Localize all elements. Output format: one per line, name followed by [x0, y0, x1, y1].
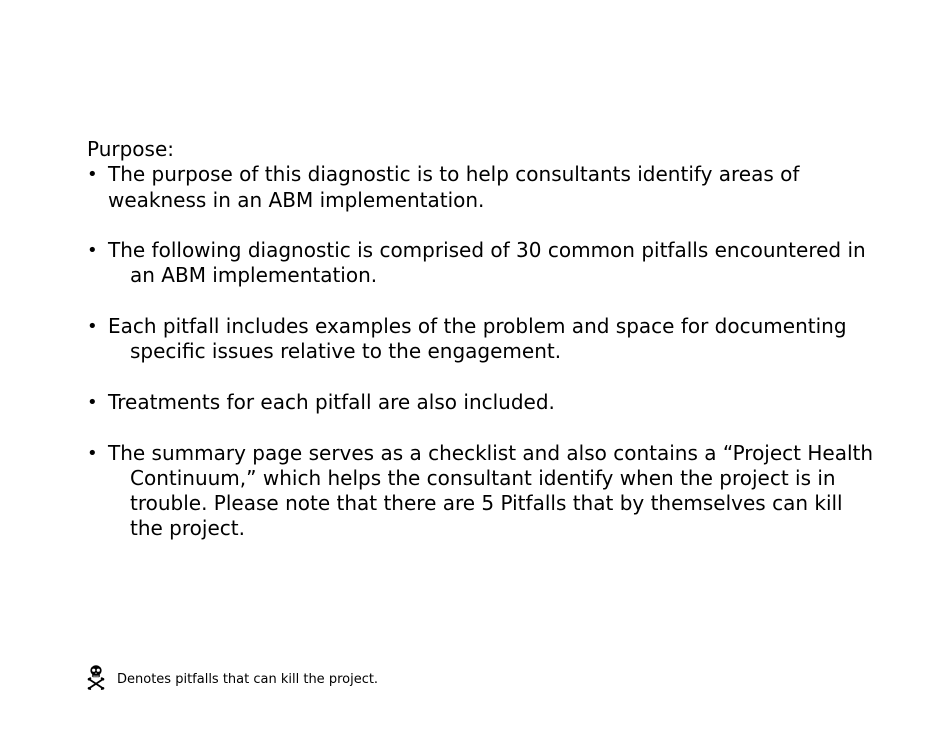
bullet-text: The purpose of this diagnostic is to help consultants identify areas of weakness in an ABM implementation. [108, 162, 800, 212]
skull-crossbones-icon [87, 664, 105, 690]
legend-text: Denotes pitfalls that can kill the project. [117, 672, 379, 687]
bullet-text: Treatments for each pitfall are also included. [108, 389, 555, 414]
bullet-dot: • [87, 164, 98, 186]
bullet-dot: • [87, 240, 98, 262]
bullet-item [87, 238, 877, 289]
bullet-dot: • [87, 316, 98, 338]
bullet-text: The summary page serves as a checklist and also contains a “Project Health Continuum,” which helps the consultant identify when the project is in trouble. Please note that there are 5 Pitfalls that by themselves can kill the project. [108, 440, 874, 541]
bullet-dot: • [87, 391, 98, 413]
bullet-item [87, 314, 877, 365]
bullet-item [87, 441, 877, 542]
legend [87, 660, 378, 690]
purpose-heading: Purpose: [87, 137, 175, 161]
bullet-item [87, 390, 877, 415]
bullet-text: The following diagnostic is comprised of 30 common pitfalls encountered in an ABM implementation. [108, 238, 866, 288]
bullet-text: Each pitfall includes examples of the problem and space for documenting specific issues relative to the engagement. [108, 314, 847, 364]
purpose-section [87, 137, 877, 567]
purpose-bullet-list [87, 162, 877, 541]
bullet-dot: • [87, 442, 98, 464]
bullet-item [87, 162, 877, 213]
